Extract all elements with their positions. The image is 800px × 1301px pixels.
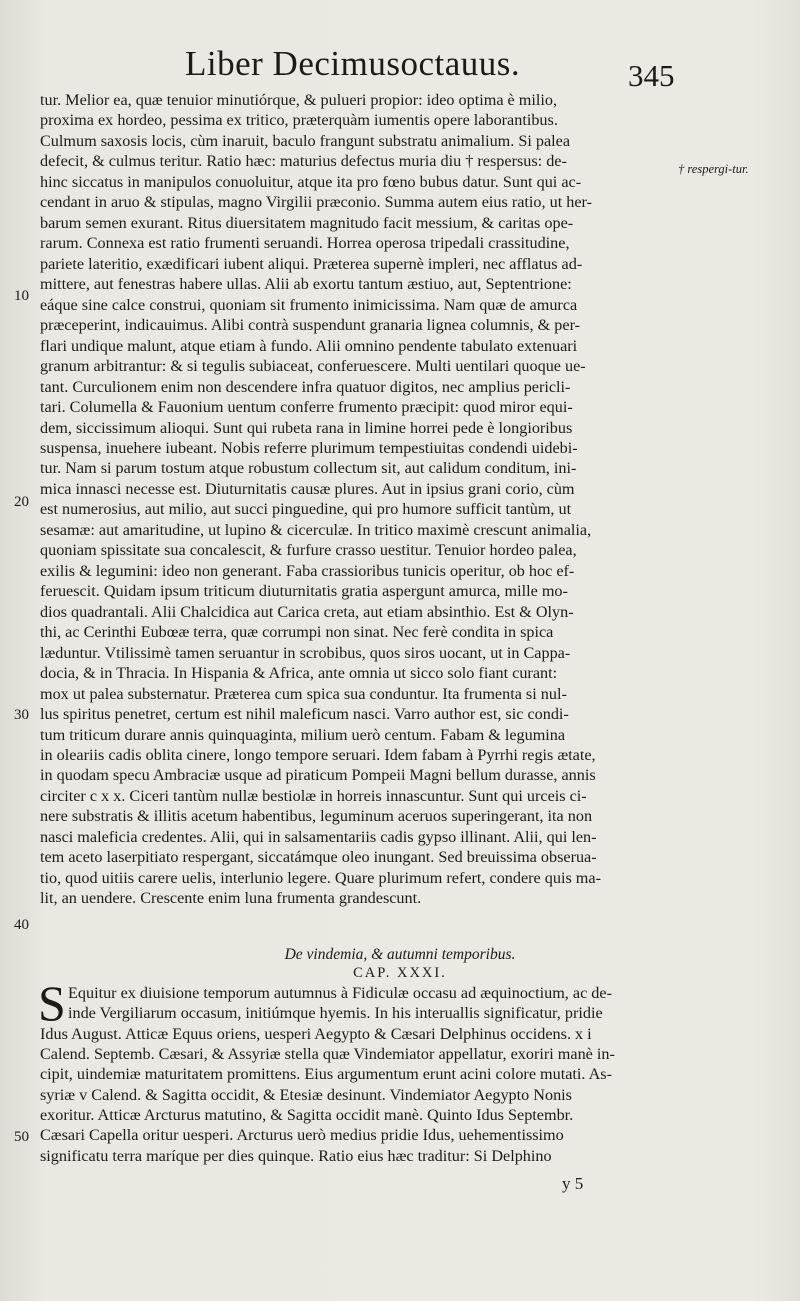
drop-cap: S: [38, 975, 66, 1031]
text-line: tant. Curculionem enim non descendere infra quatuor digitos, nec amplius pericli-: [40, 377, 571, 396]
chapter-text-line: inde Vergiliarum occasum, initiúmque hyemis. In his interuallis significatur, pridie: [68, 1004, 603, 1023]
chapter-title: De vindemia, & autumni temporibus.: [284, 946, 516, 963]
text-line: rarum. Connexa est ratio frumenti seruandi. Horrea operosa tripedali crassitudine,: [40, 234, 570, 253]
signature-mark: y 5: [562, 1174, 584, 1193]
text-line: tum triticum durare annis quinquaginta, milium uerò centum. Fabam & legumina: [40, 725, 566, 744]
text-line: docia, & in Thracia. In Hispania & Africa, ante omnia ut sicco solo fiant curant:: [40, 664, 558, 683]
text-line: tio, quod uitiis carere uelis, interlunio legere. Quare plurimum refert, condere quis ma-: [40, 868, 601, 887]
page-number: 345: [628, 58, 675, 93]
chapter-text-block: [40, 983, 680, 1166]
chapter-text-line: significatu terra maríque per dies quinque. Ratio eius hæc traditur: Si Delphino: [40, 1146, 552, 1165]
text-line: nere substratis & illitis acetum habentibus, leguminum aceruos superingerant, ita non: [40, 807, 593, 826]
line-number: 10: [14, 288, 29, 304]
text-line: est numerosius, aut milio, aut succi pinguedine, qui pro humore sufficit tantùm, ut: [40, 500, 572, 519]
text-line: thi, ac Cerinthi Eubœæ terra, quæ corrumpi non sinat. Nec ferè condita in spica: [40, 623, 554, 642]
text-line: pariete lateritio, exædificari iubent aliqui. Præterea supernè impleri, nec afflatus ad-: [40, 254, 583, 273]
text-line: in quodam specu Ambraciæ usque ad piraticum Pompeii Magni bellum durasse, annis: [40, 766, 596, 785]
text-line: tari. Columella & Fauonium uentum conferre frumento præcipit: quod miror equi-: [40, 398, 573, 417]
text-line: Culmum saxosis locis, cùm inaruit, baculo frangunt substratu animalium. Si palea: [40, 131, 571, 150]
line-number: 30: [14, 707, 29, 723]
line-number: 50: [14, 1129, 29, 1145]
text-line: tur. Nam si parum tostum atque robustum collectum sit, aut calidum conditum, ini-: [40, 459, 577, 478]
text-line: proxima ex hordeo, pessima ex tritico, præterquàm iumentis opere laborantibus.: [40, 111, 558, 130]
text-line: flari undique malunt, atque etiam à fundo. Alii omnino pendente tabulato extenuari: [40, 336, 578, 355]
chapter-text-line: Idus August. Atticæ Equus oriens, uesperi Aegypto & Cæsari Delphinus occidens. x i: [40, 1024, 592, 1043]
margin-note: † respergi-tur.: [678, 162, 749, 176]
text-line: feruescit. Quidam ipsum triticum diuturnitatis gratia aspergunt amurca, mille mo-: [40, 582, 568, 601]
text-line: tem aceto laserpitiato respergant, siccatámque oleo inungant. Sed breuissima obserua-: [40, 848, 597, 867]
text-line: dios quadrantali. Alii Chalcidica aut Carica creta, aut etiam absinthio. Est & Olyn-: [40, 602, 574, 621]
text-line: granum arbitrantur: & si tegulis subiaceat, conferuescere. Multi uentilari quoque ue-: [40, 357, 586, 376]
text-line: mica innasci necesse est. Diuturnitatis causæ plures. Aut in ipsius grani corio, cùm: [40, 479, 575, 498]
text-line: lus spiritus penetret, certum est nihil maleficum nasci. Varro author est, sic condi-: [40, 705, 569, 724]
text-line: suspensa, inuehere iubeant. Nobis referre plurimum tempestiuitas condendi uidebi-: [40, 438, 578, 457]
chapter-text-line: cipit, uindemiæ maturitatem promittens. Eius argumentum erunt acini colore mutati. As-: [40, 1065, 612, 1084]
text-line: sesamæ: aut amaritudine, ut lupino & cicerculæ. In tritico maximè crescunt animalia,: [40, 520, 592, 539]
text-line: barum semen exurant. Ritus diuersitatem magnitudo facit messium, & caritas ope-: [40, 213, 574, 232]
text-line: cendant in aruo & stipulas, magno Virgilii præconio. Summa autem eius ratio, ut her-: [40, 193, 592, 212]
text-line: læduntur. Vtilissimè tamen seruantur in scrobibus, quos siros uocant, ut in Cappa-: [40, 643, 571, 662]
chapter-number: CAP. XXXI.: [353, 965, 447, 981]
text-line: circiter c x x. Ciceri tantùm nullæ bestiolæ in horreis innascuntur. Sunt qui urceis ci-: [40, 786, 587, 805]
text-line: quoniam spissitate sua concalescit, & furfure crasso uestitur. Tenuior hordeo palea,: [40, 541, 577, 560]
text-line: nasci maleficia credentes. Alii, qui in salsamentariis cadis gypso illinant. Alii, qui len-: [40, 827, 597, 846]
main-text-block: [40, 90, 675, 909]
line-number: 20: [14, 494, 29, 510]
chapter-text-line: syriæ v Calend. & Sagitta occidit, & Etesiæ desinunt. Vindemiator Aegypto Nonis: [40, 1085, 572, 1104]
chapter-text-line: Cæsari Capella oritur uesperi. Arcturus uerò medius pridie Idus, uehementissimo: [40, 1126, 564, 1145]
chapter-text-line: exoritur. Atticæ Arcturus matutino, & Sagitta occidit manè. Quinto Idus Septembr.: [40, 1106, 574, 1125]
text-line: mox ut palea substernatur. Præterea cum spica sua conduntur. Ita frumenta si nul-: [40, 684, 567, 703]
text-line: tur. Melior ea, quæ tenuior minutiórque, & pulueri propior: ideo optima è milio,: [40, 91, 558, 109]
text-line: in oleariis cadis oblita cinere, longo tempore seruari. Idem fabam à Pyrrhi regis ætate,: [40, 746, 596, 764]
text-line: mittere, aut fenestras habere ullas. Alii ab exortu tantum æstiuo, aut, Septentrione:: [40, 275, 572, 294]
text-line: lit, an uendere. Crescente enim luna frumenta grandescunt.: [40, 889, 422, 908]
chapter-text-line: Equitur ex diuisione temporum autumnus à Fidiculæ occasu ad æquinoctium, ac de-: [68, 984, 612, 1002]
text-line: dem, siccissimum alioqui. Sunt qui rubeta rana in limine horrei pede è longioribus: [40, 418, 573, 437]
chapter-text-line: Calend. Septemb. Cæsari, & Assyriæ stella quæ Vindemiator appellatur, exoriri manè in-: [40, 1045, 615, 1064]
text-line: præceperint, indicauimus. Alibi contrà suspendunt granaria lignea columnis, & per-: [40, 316, 581, 335]
text-line: defecit, & culmus teritur. Ratio hæc: maturius defectus muria diu † respersus: de-: [40, 152, 567, 171]
text-line: eáque sine calce construi, quoniam sit frumento inimicissima. Nam quæ de amurca: [40, 295, 578, 314]
line-number: 40: [14, 917, 29, 933]
text-line: hinc siccatus in manipulos conuoluitur, atque ita pro fœno bubus datur. Sunt qui ac-: [40, 172, 582, 191]
text-line: exilis & legumini: ideo non generant. Faba crassioribus tunicis operitur, ob hoc ef-: [40, 561, 575, 580]
running-head: Liber Decimusoctauus.: [185, 44, 521, 83]
